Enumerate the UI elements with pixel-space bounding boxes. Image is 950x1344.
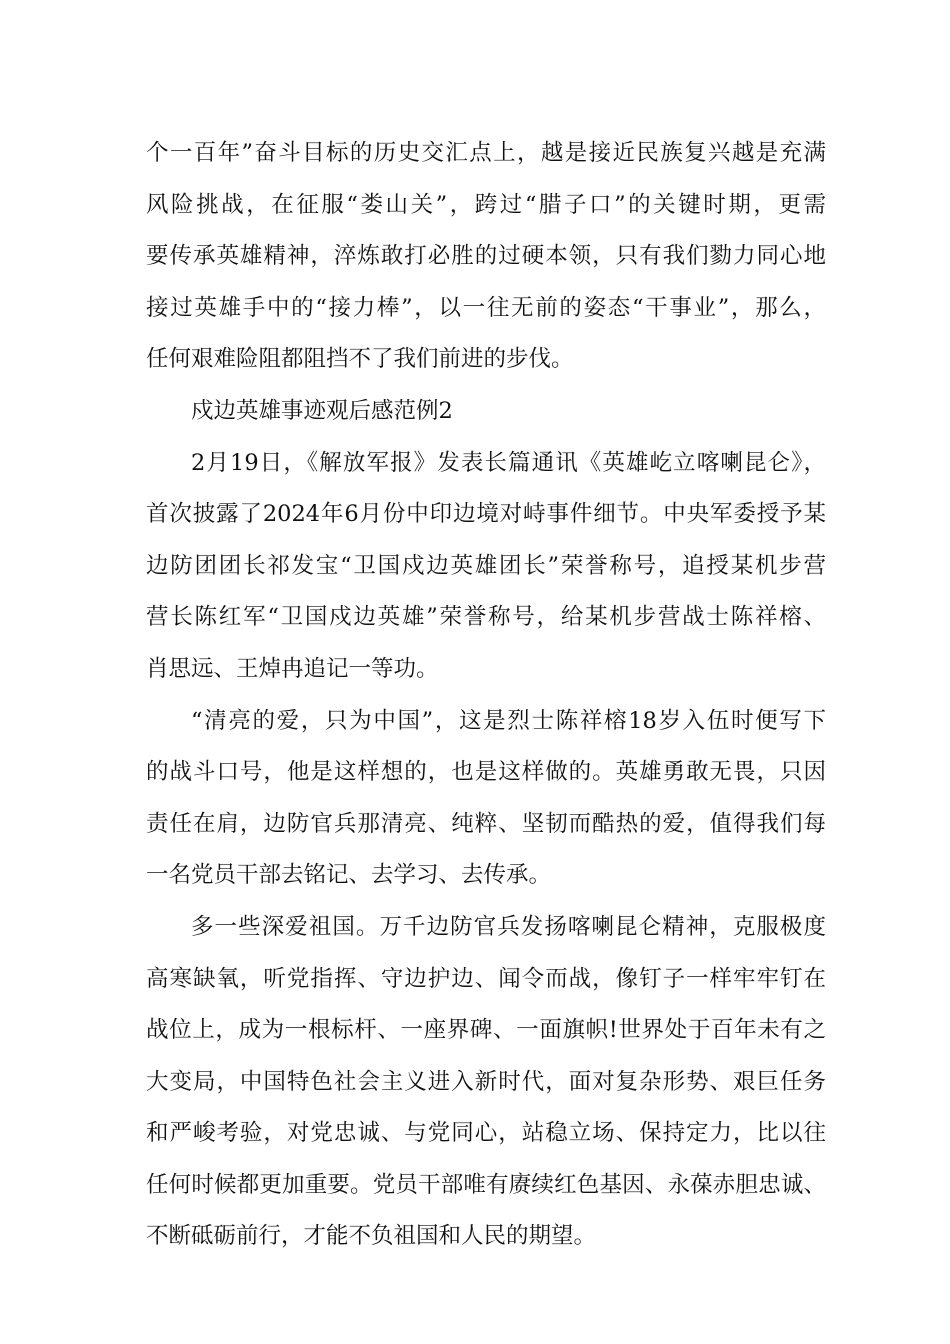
text-line: 高寒缺氧，听党指挥、守边护边、闻令而战，像钉子一样牢牢钉在 bbox=[146, 965, 826, 992]
text-line: 责任在肩，边防官兵那清亮、纯粹、坚韧而酷热的爱，值得我们每 bbox=[146, 810, 826, 837]
text-line: 营长陈红军“卫国戍边英雄”荣誉称号，给某机步营战士陈祥榕、 bbox=[146, 604, 826, 631]
text-line: 任何时候都更加重要。党员干部唯有赓续红色基因、永葆赤胆忠诚、 bbox=[146, 1171, 826, 1198]
text-line: 和严峻考验，对党忠诚、与党同心，站稳立场、保持定力，比以往 bbox=[146, 1120, 826, 1147]
text-line: “清亮的爱，只为中国”，这是烈士陈祥榕18岁入伍时便写下 bbox=[191, 707, 826, 734]
body-text bbox=[146, 128, 826, 1263]
text-line: 的战斗口号，他是这样想的，也是这样做的。英雄勇敢无畏，只因 bbox=[146, 759, 826, 786]
text-line: 个一百年”奋斗目标的历史交汇点上，越是接近民族复兴越是充满 bbox=[146, 140, 826, 166]
text-line: 多一些深爱祖国。万千边防官兵发扬喀喇昆仑精神，克服极度 bbox=[191, 913, 826, 940]
text-line: 肖思远、王焯冉追记一等功。 bbox=[146, 655, 439, 682]
text-line: 接过英雄手中的“接力棒”，以一往无前的姿态“干事业”，那么， bbox=[146, 294, 826, 321]
text-line: 风险挑战，在征服“娄山关”，跨过“腊子口”的关键时期，更需 bbox=[146, 191, 826, 218]
text-line: 一名党员干部去铭记、去学习、去传承。 bbox=[146, 862, 552, 889]
text-line: 大变局，中国特色社会主义进入新时代，面对复杂形势、艰巨任务 bbox=[146, 1068, 826, 1095]
text-line: 边防团团长祁发宝“卫国戍边英雄团长”荣誉称号，追授某机步营 bbox=[146, 552, 826, 579]
text-line: 首次披露了2024年6月份中印边境对峙事件细节。中央军委授予某 bbox=[146, 501, 826, 528]
text-line: 战位上，成为一根标杆、一座界碑、一面旗帜!世界处于百年未有之 bbox=[146, 1017, 826, 1044]
text-line: 2月19日，《解放军报》发表长篇通讯《英雄屹立喀喇昆仑》， bbox=[191, 449, 826, 476]
text-line: 不断砥砺前行，才能不负祖国和人民的期望。 bbox=[146, 1223, 597, 1250]
section-heading: 戍边英雄事迹观后感范例2 bbox=[191, 397, 453, 424]
text-line: 任何艰难险阻都阻挡不了我们前进的步伐。 bbox=[146, 346, 574, 373]
text-line: 要传承英雄精神，淬炼敢打必胜的过硬本领，只有我们勠力同心地 bbox=[146, 243, 826, 270]
